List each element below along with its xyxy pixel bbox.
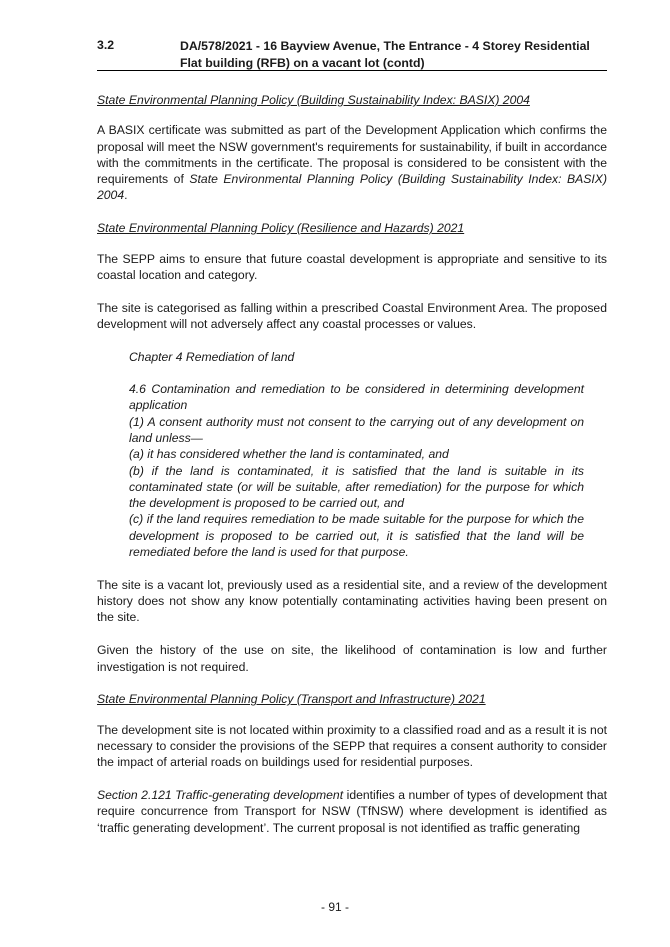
basix-paragraph-policy: State Environmental Planning Policy (Building Sustainability Index: BASIX) 2004 bbox=[97, 172, 607, 203]
basix-heading: State Environmental Planning Policy (Building Sustainability Index: BASIX) 2004 bbox=[97, 93, 530, 107]
quote-subclause-1: (1) A consent authority must not consent to the carrying out of any development on land unless— bbox=[129, 414, 584, 445]
section-title: DA/578/2021 - 16 Bayview Avenue, The Entrance - 4 Storey Residential Flat building (RFB) on a vacant lot (contd) bbox=[180, 39, 590, 70]
quote-subclause-c: (c) if the land requires remediation to be made suitable for the purpose for which the development is proposed to be carried out, it is satisfied that the land will be remediated before the land is used for that purpose. bbox=[129, 512, 584, 560]
resilience-paragraph-4: Given the history of the use on site, the likelihood of contamination is low and further investigation is not required. bbox=[97, 643, 607, 674]
resilience-paragraph-2: The site is categorised as falling within a prescribed Coastal Environment Area. The proposed development will not adversely affect any coastal processes or values. bbox=[97, 300, 607, 331]
legislation-quote bbox=[129, 349, 584, 561]
basix-paragraph-end: . bbox=[124, 188, 128, 203]
quote-clause-title: 4.6 Contamination and remediation to be considered in determining development application bbox=[129, 382, 584, 413]
quote-chapter: Chapter 4 Remediation of land bbox=[129, 349, 295, 364]
page-header bbox=[97, 38, 607, 71]
transport-section-ref: Section 2.121 Traffic-generating development bbox=[97, 788, 344, 802]
basix-paragraph bbox=[97, 122, 607, 203]
basix-paragraph-text: A BASIX certificate was submitted as part of the Development Application which confirms the proposal will meet the NSW government's requirements for sustainability, if built in accordance with the commitments in the certificate. The proposal is considered to be consistent with the requirements of bbox=[97, 123, 607, 187]
page-number: - 91 - bbox=[320, 900, 349, 914]
transport-paragraph-2 bbox=[97, 787, 607, 836]
resilience-heading: State Environmental Planning Policy (Resilience and Hazards) 2021 bbox=[97, 221, 465, 236]
resilience-paragraph-1: The SEPP aims to ensure that future coastal development is appropriate and sensitive to its coastal location and category. bbox=[97, 251, 607, 282]
transport-heading: State Environmental Planning Policy (Transport and Infrastructure) 2021 bbox=[97, 692, 486, 707]
transport-paragraph-1: The development site is not located within proximity to a classified road and as a result it is not necessary to consider the provisions of the SEPP that requires a consent authority to consider the impact of arterial roads on buildings used for residential purposes. bbox=[97, 722, 607, 770]
quote-subclause-b: (b) if the land is contaminated, it is satisfied that the land is suitable in its contaminated state (or will be suitable, after remediation) for the purpose for which the development is proposed to be carried out, and bbox=[129, 463, 584, 511]
section-number: 3.2 bbox=[97, 38, 115, 52]
quote-subclause-a: (a) it has considered whether the land is contaminated, and bbox=[129, 447, 449, 462]
transport-paragraph-2-text: identifies a number of types of development that require concurrence from Transport for NSW (TfNSW) where development is identified as ‘traffic generating development’. The current proposal is not identified as traffic generating bbox=[97, 788, 607, 835]
resilience-paragraph-3: The site is a vacant lot, previously used as a residential site, and a review of the development history does not show any know potentially contaminating activities having been present on the site. bbox=[97, 577, 607, 625]
document-body bbox=[97, 92, 607, 836]
